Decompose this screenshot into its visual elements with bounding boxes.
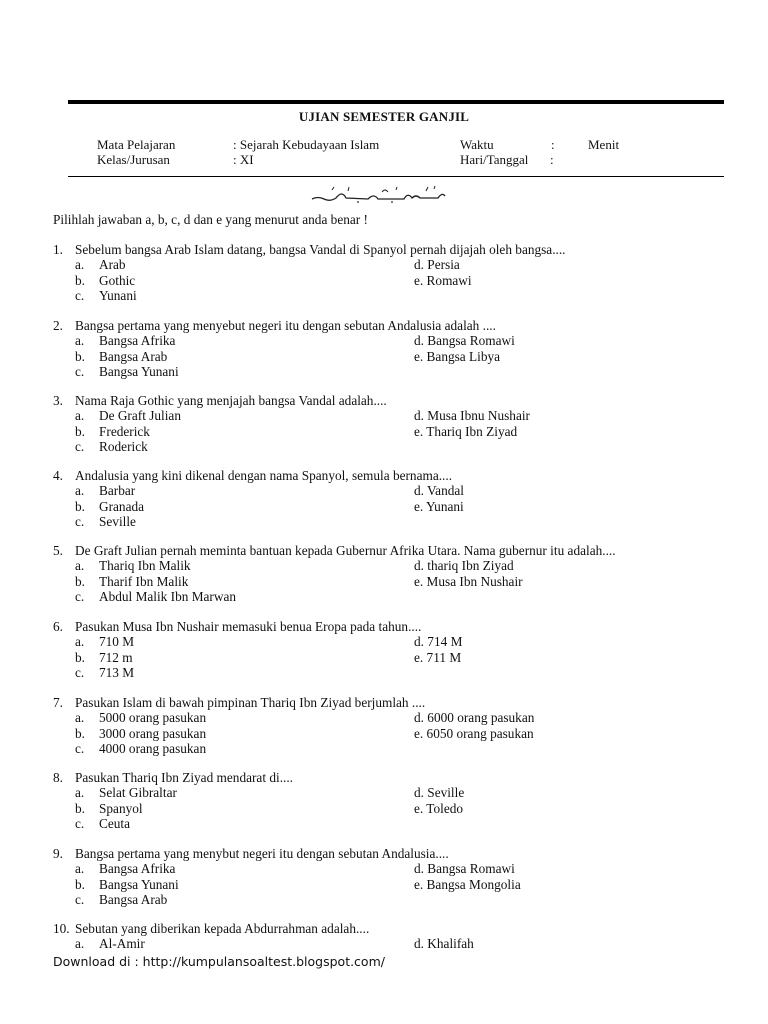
question-4: 4. Andalusia yang kini dikenal dengan nama Spanyol, semula bernama.... a. Barbar d. Vandal b. Granada e. Yunani c. Seville: [53, 468, 464, 529]
question-number: 6.: [53, 619, 63, 634]
option-c: Yunani: [99, 287, 137, 303]
instruction-text: Pilihlah jawaban a, b, c, d dan e yang menurut anda benar !: [53, 212, 368, 227]
option-b: Frederick: [99, 423, 150, 439]
exam-title: UJIAN SEMESTER GANJIL: [298, 109, 470, 124]
option-e: e. Toledo: [414, 800, 464, 816]
class-label: Kelas/Jurusan: [97, 152, 170, 167]
question-2: 2. Bangsa pertama yang menyebut negeri itu dengan sebutan Andalusia adalah .... a. Bangsa Afrika d. Bangsa Romawi b. Bangsa Arab e. Bangsa Libya c. Bangsa Yunani: [53, 318, 515, 379]
question-text: Pasukan Islam di bawah pimpinan Thariq Ibn Ziyad berjumlah ....: [75, 695, 426, 710]
option-b: 712 m: [99, 649, 133, 665]
option-a: 710 M: [99, 634, 135, 650]
question-text: Andalusia yang kini dikenal dengan nama Spanyol, semula bernama....: [75, 468, 453, 483]
option-c: 4000 orang pasukan: [99, 740, 207, 756]
question-number: 2.: [53, 318, 63, 333]
option-a: Barbar: [99, 483, 136, 499]
option-b: Bangsa Yunani: [99, 876, 179, 892]
question-5: 5. De Graft Julian pernah meminta bantuan kepada Gubernur Afrika Utara. Nama gubernur itu adalah.... a. Thariq Ibn Malik d. thariq Ibn Ziyad b. Tharif Ibn Malik e. Musa Ibn Nushair c. Abdul Malik Ibn Marwan: [53, 543, 616, 604]
option-d: d. 714 M: [414, 634, 463, 650]
question-number: 10.: [53, 921, 70, 936]
question-number: 1.: [53, 242, 63, 257]
option-b: Bangsa Arab: [99, 348, 168, 364]
question-text: Bangsa pertama yang menybut negeri itu dengan sebutan Andalusia....: [75, 846, 449, 861]
question-number: 8.: [53, 770, 63, 785]
option-a: De Graft Julian: [99, 408, 181, 424]
download-footer: Download di : http://kumpulansoaltest.blogspot.com/: [53, 954, 385, 969]
option-e: e. 711 M: [414, 649, 462, 665]
option-c: Seville: [99, 513, 136, 529]
option-b: Granada: [99, 498, 145, 514]
option-c: Ceuta: [99, 815, 131, 831]
option-d: d. Khalifah: [414, 936, 474, 952]
option-c: 713 M: [99, 664, 135, 680]
subject-value: : Sejarah Kebudayaan Islam: [233, 137, 380, 152]
option-d: d. Persia: [414, 257, 460, 273]
question-text: Pasukan Musa Ibn Nushair memasuki benua Eropa pada tahun....: [75, 619, 422, 634]
question-text: Pasukan Thariq Ibn Ziyad mendarat di....: [75, 770, 293, 785]
class-value: : XI: [233, 152, 254, 167]
option-e: e. 6050 orang pasukan: [414, 725, 534, 741]
question-number: 4.: [53, 468, 63, 483]
time-colon: :: [551, 137, 555, 152]
option-a: Bangsa Afrika: [99, 333, 176, 349]
option-b: Gothic: [99, 272, 136, 288]
option-d: d. Seville: [414, 785, 465, 801]
question-9: 9. Bangsa pertama yang menybut negeri itu dengan sebutan Andalusia.... a. Bangsa Afrika d. Bangsa Romawi b. Bangsa Yunani e. Bangsa Mongolia c. Bangsa Arab: [53, 846, 521, 907]
option-d: d. Bangsa Romawi: [414, 861, 515, 877]
option-e: e. Thariq Ibn Ziyad: [414, 423, 518, 439]
option-d: d. Vandal: [414, 483, 464, 499]
question-number: 3.: [53, 393, 63, 408]
option-a: Selat Gibraltar: [99, 785, 177, 801]
option-e: e. Bangsa Mongolia: [414, 876, 521, 892]
option-a: Thariq Ibn Malik: [99, 558, 191, 574]
basmala-calligraphy-icon: [308, 184, 448, 204]
option-d: d. Musa Ibnu Nushair: [414, 408, 530, 424]
option-a: Arab: [99, 257, 126, 273]
option-b: 3000 orang pasukan: [99, 725, 207, 741]
time-label: Waktu: [460, 137, 494, 152]
question-text: Nama Raja Gothic yang menjajah bangsa Vandal adalah....: [75, 393, 387, 408]
question-10: 10. Sebutan yang diberikan kepada Abdurrahman adalah.... a. Al-Amir d. Khalifah: [53, 921, 474, 952]
option-a: Bangsa Afrika: [99, 861, 176, 877]
header-bottom-rule: [68, 176, 724, 177]
question-7: 7. Pasukan Islam di bawah pimpinan Thariq Ibn Ziyad berjumlah .... a. 5000 orang pasukan d. 6000 orang pasukan b. 3000 orang pasukan e. 6050 orang pasukan c. 4000 orang pasukan: [53, 695, 535, 756]
option-e: e. Musa Ibn Nushair: [414, 573, 523, 589]
question-text: Sebutan yang diberikan kepada Abdurrahman adalah....: [75, 921, 370, 936]
question-text: De Graft Julian pernah meminta bantuan kepada Gubernur Afrika Utara. Nama gubernur itu adalah....: [75, 543, 616, 558]
question-text: Sebelum bangsa Arab Islam datang, bangsa Vandal di Spanyol pernah dijajah oleh bangsa....: [75, 242, 566, 257]
option-b: Spanyol: [99, 800, 143, 816]
time-unit: Menit: [588, 137, 620, 152]
question-8: 8. Pasukan Thariq Ibn Ziyad mendarat di.... a. Selat Gibraltar d. Seville b. Spanyol e. Toledo c. Ceuta: [53, 770, 465, 831]
question-number: 7.: [53, 695, 63, 710]
option-e: e. Bangsa Libya: [414, 348, 501, 364]
option-a: Al-Amir: [99, 936, 145, 952]
option-b: Tharif Ibn Malik: [99, 573, 189, 589]
option-c: Bangsa Yunani: [99, 363, 179, 379]
question-6: 6. Pasukan Musa Ibn Nushair memasuki benua Eropa pada tahun.... a. 710 M d. 714 M b. 712 m e. 711 M c. 713 M: [53, 619, 463, 680]
subject-label: Mata Pelajaran: [97, 137, 176, 152]
day-colon: :: [550, 152, 554, 167]
question-text: Bangsa pertama yang menyebut negeri itu dengan sebutan Andalusia adalah ....: [75, 318, 496, 333]
option-d: d. Bangsa Romawi: [414, 333, 515, 349]
question-number: 9.: [53, 846, 63, 861]
option-c: Roderick: [99, 438, 148, 454]
question-1: 1. Sebelum bangsa Arab Islam datang, bangsa Vandal di Spanyol pernah dijajah oleh bangsa.... a. Arab d. Persia b. Gothic e. Romawi c. Yunani: [53, 242, 566, 303]
option-c: Abdul Malik Ibn Marwan: [99, 588, 237, 604]
option-e: e. Romawi: [414, 272, 472, 288]
header-top-rule: [68, 100, 724, 104]
question-number: 5.: [53, 543, 63, 558]
question-3: 3. Nama Raja Gothic yang menjajah bangsa Vandal adalah.... a. De Graft Julian d. Musa Ibnu Nushair b. Frederick e. Thariq Ibn Ziyad c. Roderick: [53, 393, 530, 454]
option-a: 5000 orang pasukan: [99, 710, 207, 726]
option-c: Bangsa Arab: [99, 891, 168, 907]
day-label: Hari/Tanggal: [460, 152, 529, 167]
option-d: d. thariq Ibn Ziyad: [414, 558, 514, 574]
option-d: d. 6000 orang pasukan: [414, 710, 535, 726]
option-e: e. Yunani: [414, 498, 464, 514]
